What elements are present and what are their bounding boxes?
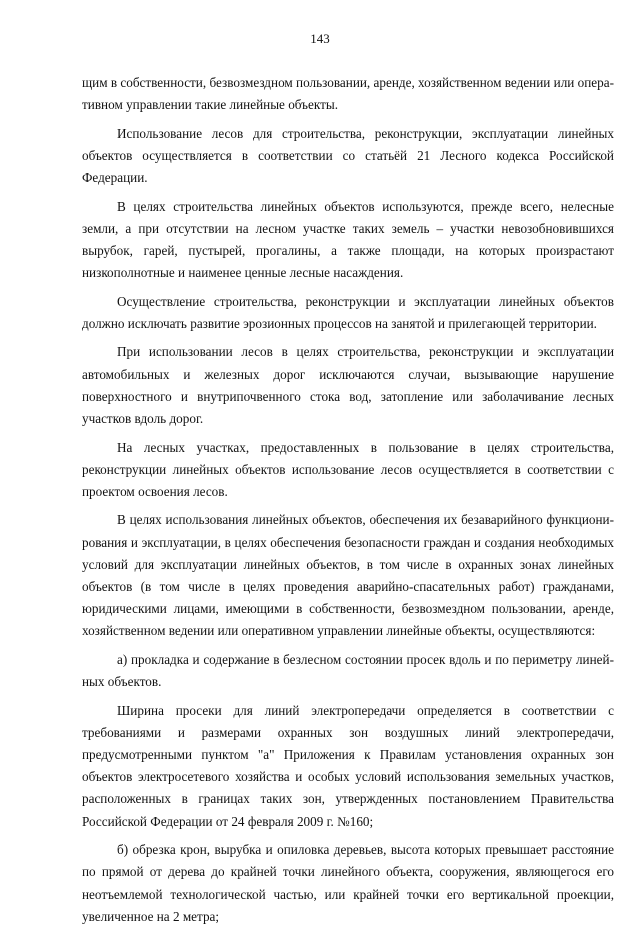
paragraph-erosion-prevention: Осуществление строительства, реконструкции и эксплуатации линейных объектов должно исключать развитие эрозионных процессов на занятой и прилегающей территории. (82, 293, 614, 331)
paragraph-clearing-width: Ширина просеки для линий электропередачи определяется в соответствии с требованиями и размерами охранных зон воздушных линий электропередачи, предусмотренными пунктом "а" Приложения к Правилам установления охранных зон объектов электросетевого хозяйства и особых условий использования земельных участков, расположенных в границах таких зон, утвержденных постановлением Правительства Российской Федерации от 24 февраля 2009 г. №160; (82, 702, 614, 829)
paragraph-safe-operation: В целях использования линейных объектов, обеспечения их безаварийного функционирования и эксплуатации, в целях обеспечения безопасности граждан и создания необходимых условий для эксплуатации линейных объектов, в том числе в охранных зонах линейных объектов (в том числе в целях проведения аварийно-спасательных работ) гражданами, юридическими лицами, имеющими в собственности, безвозмездном пользовании, аренде, хозяйственном ведении или оперативном управлении линейные объекты, осуществляются: (82, 512, 614, 639)
document-body (82, 72, 614, 934)
page-number: 143 (310, 31, 330, 46)
paragraph-roads-water-runoff: При использовании лесов в целях строительства, реконструкции и эксплуатации автомобильных и железных дорог исключаются случаи, вызывающие нарушение поверхностного и внутрипочвенного стока вод, затопление или заболачивание лесных участков вдоль дорог. (82, 344, 614, 427)
paragraph-item-a-clearings: а) прокладка и содержание в безлесном состоянии просек вдоль и по периметру линейных объектов. (82, 651, 614, 690)
paragraph-development-project: На лесных участках, предоставленных в пользование в целях строительства, реконструкции линейных объектов использование лесов осуществляется в соответствии с проектом освоения лесов. (82, 439, 614, 499)
paragraph-forest-use-article-21: Использование лесов для строительства, реконструкции, эксплуатации линейных объектов осуществляется в соответствии со статьёй 21 Лесного кодекса Российской Федерации. (82, 125, 614, 186)
paragraph-continuation: щим в собственности, безвозмездном пользовании, аренде, хозяйственном ведении или оперативном управлении такие линейные объекты. (82, 75, 614, 113)
paragraph-non-forest-lands: В целях строительства линейных объектов используются, прежде всего, нелесные земли, а при отсутствии на лесном участке таких земель – участки невозобновившихся вырубок, гарей, пустырей, прогалины, а также площади, на которых произрастают низкополнотные и наименее ценные лесные насаждения. (82, 198, 614, 281)
paragraph-item-b-tree-cutting: б) обрезка крон, вырубка и опиловка деревьев, высота которых превышает расстояние по прямой от дерева до крайней точки линейного объекта, сооружения, являющегося его неотъемлемой технологической частью, или крайней точки его вертикальной проекции, увеличенное на 2 метра; (82, 842, 614, 924)
